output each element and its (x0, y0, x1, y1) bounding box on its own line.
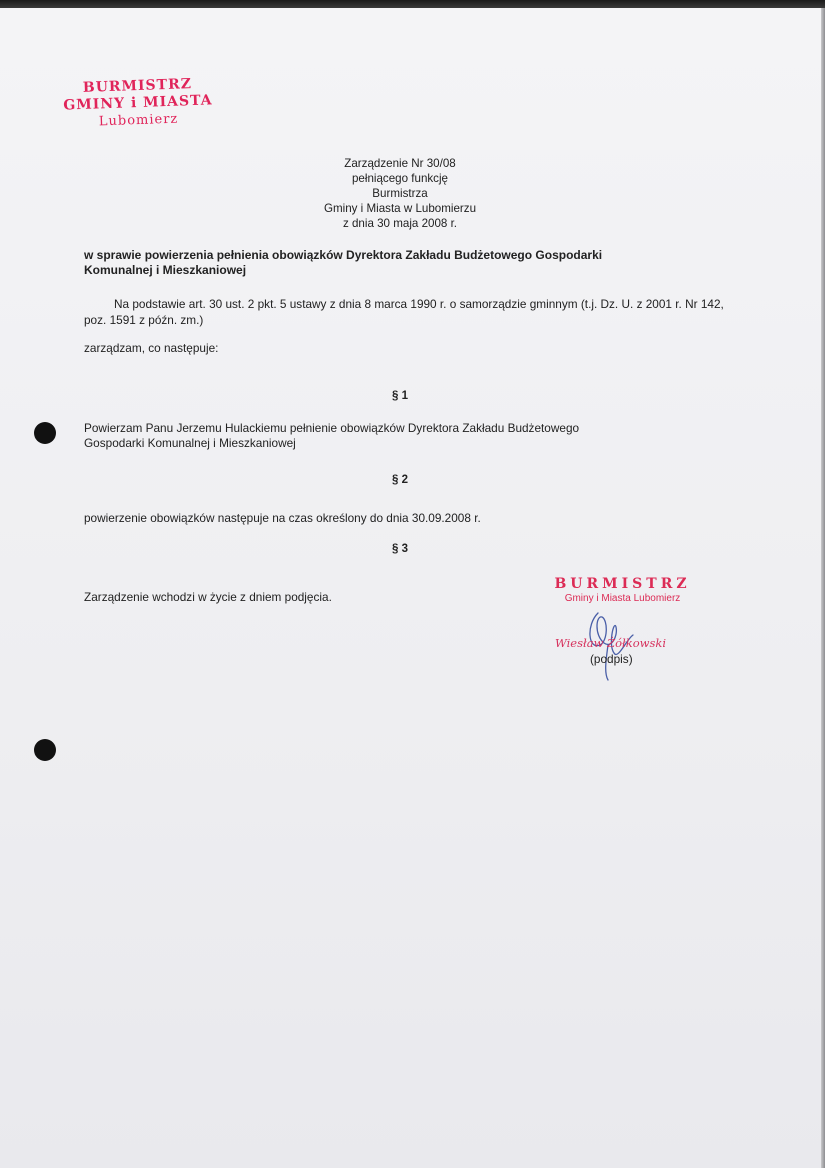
mayor-stamp-subtitle: Gminy i Miasta Lubomierz (564, 593, 681, 604)
signer-name: Wiesław Żółkowski (555, 636, 667, 650)
section-1-mark: § 1 (392, 390, 408, 402)
signature-label: (podpis) (590, 652, 633, 666)
mayor-stamp-title: BURMISTRZ (554, 576, 691, 592)
section-2-mark: § 2 (392, 474, 408, 486)
legal-basis: Na podstawie art. 30 ust. 2 pkt. 5 ustawy z dnia 8 marca 1990 r. o samorządzie gminnym (t.j. Dz. U. z 2001 r. Nr 142, poz. 1591 z późn. zm.) (84, 297, 724, 327)
header-line-2: pełniącego funkcję (351, 172, 449, 185)
punch-hole-top (34, 422, 56, 444)
document-subject (84, 248, 704, 278)
stamp-line-1: BURMISTRZ (82, 76, 193, 96)
stamp-line-3: Lubomierz (98, 111, 179, 130)
subject-line-2: Komunalnej i Mieszkaniowej (84, 263, 247, 277)
header-line-3: Burmistrza (372, 187, 428, 200)
header-line-4: Gminy i Miasta w Lubomierzu (323, 202, 477, 215)
stamp-line-2: GMINY i MIASTA (63, 92, 213, 114)
office-stamp-top (57, 75, 219, 132)
document-header (260, 156, 540, 231)
page-edge-shadow (821, 8, 825, 1168)
section-1-line-2: Gospodarki Komunalnej i Mieszkaniowej (84, 436, 296, 450)
section-3-text: Zarządzenie wchodzi w życie z dniem podjęcia. (84, 590, 332, 604)
subject-line-1: w sprawie powierzenia pełnienia obowiązków Dyrektora Zakładu Budżetowego Gospodarki (84, 248, 603, 262)
section-1-text (84, 421, 724, 451)
punch-hole-bottom (34, 739, 56, 761)
header-date: z dnia 30 maja 2008 r. (342, 217, 458, 230)
decree-intro: zarządzam, co następuje: (84, 341, 219, 355)
header-title: Zarządzenie Nr 30/08 (344, 157, 456, 170)
mayor-stamp (545, 576, 700, 604)
section-3-mark: § 3 (392, 543, 408, 555)
section-1-line-1: Powierzam Panu Jerzemu Hulackiemu pełnienie obowiązków Dyrektora Zakładu Budżetowego (84, 421, 580, 435)
section-2-text: powierzenie obowiązków następuje na czas określony do dnia 30.09.2008 r. (84, 511, 481, 525)
scan-top-band (0, 0, 825, 8)
